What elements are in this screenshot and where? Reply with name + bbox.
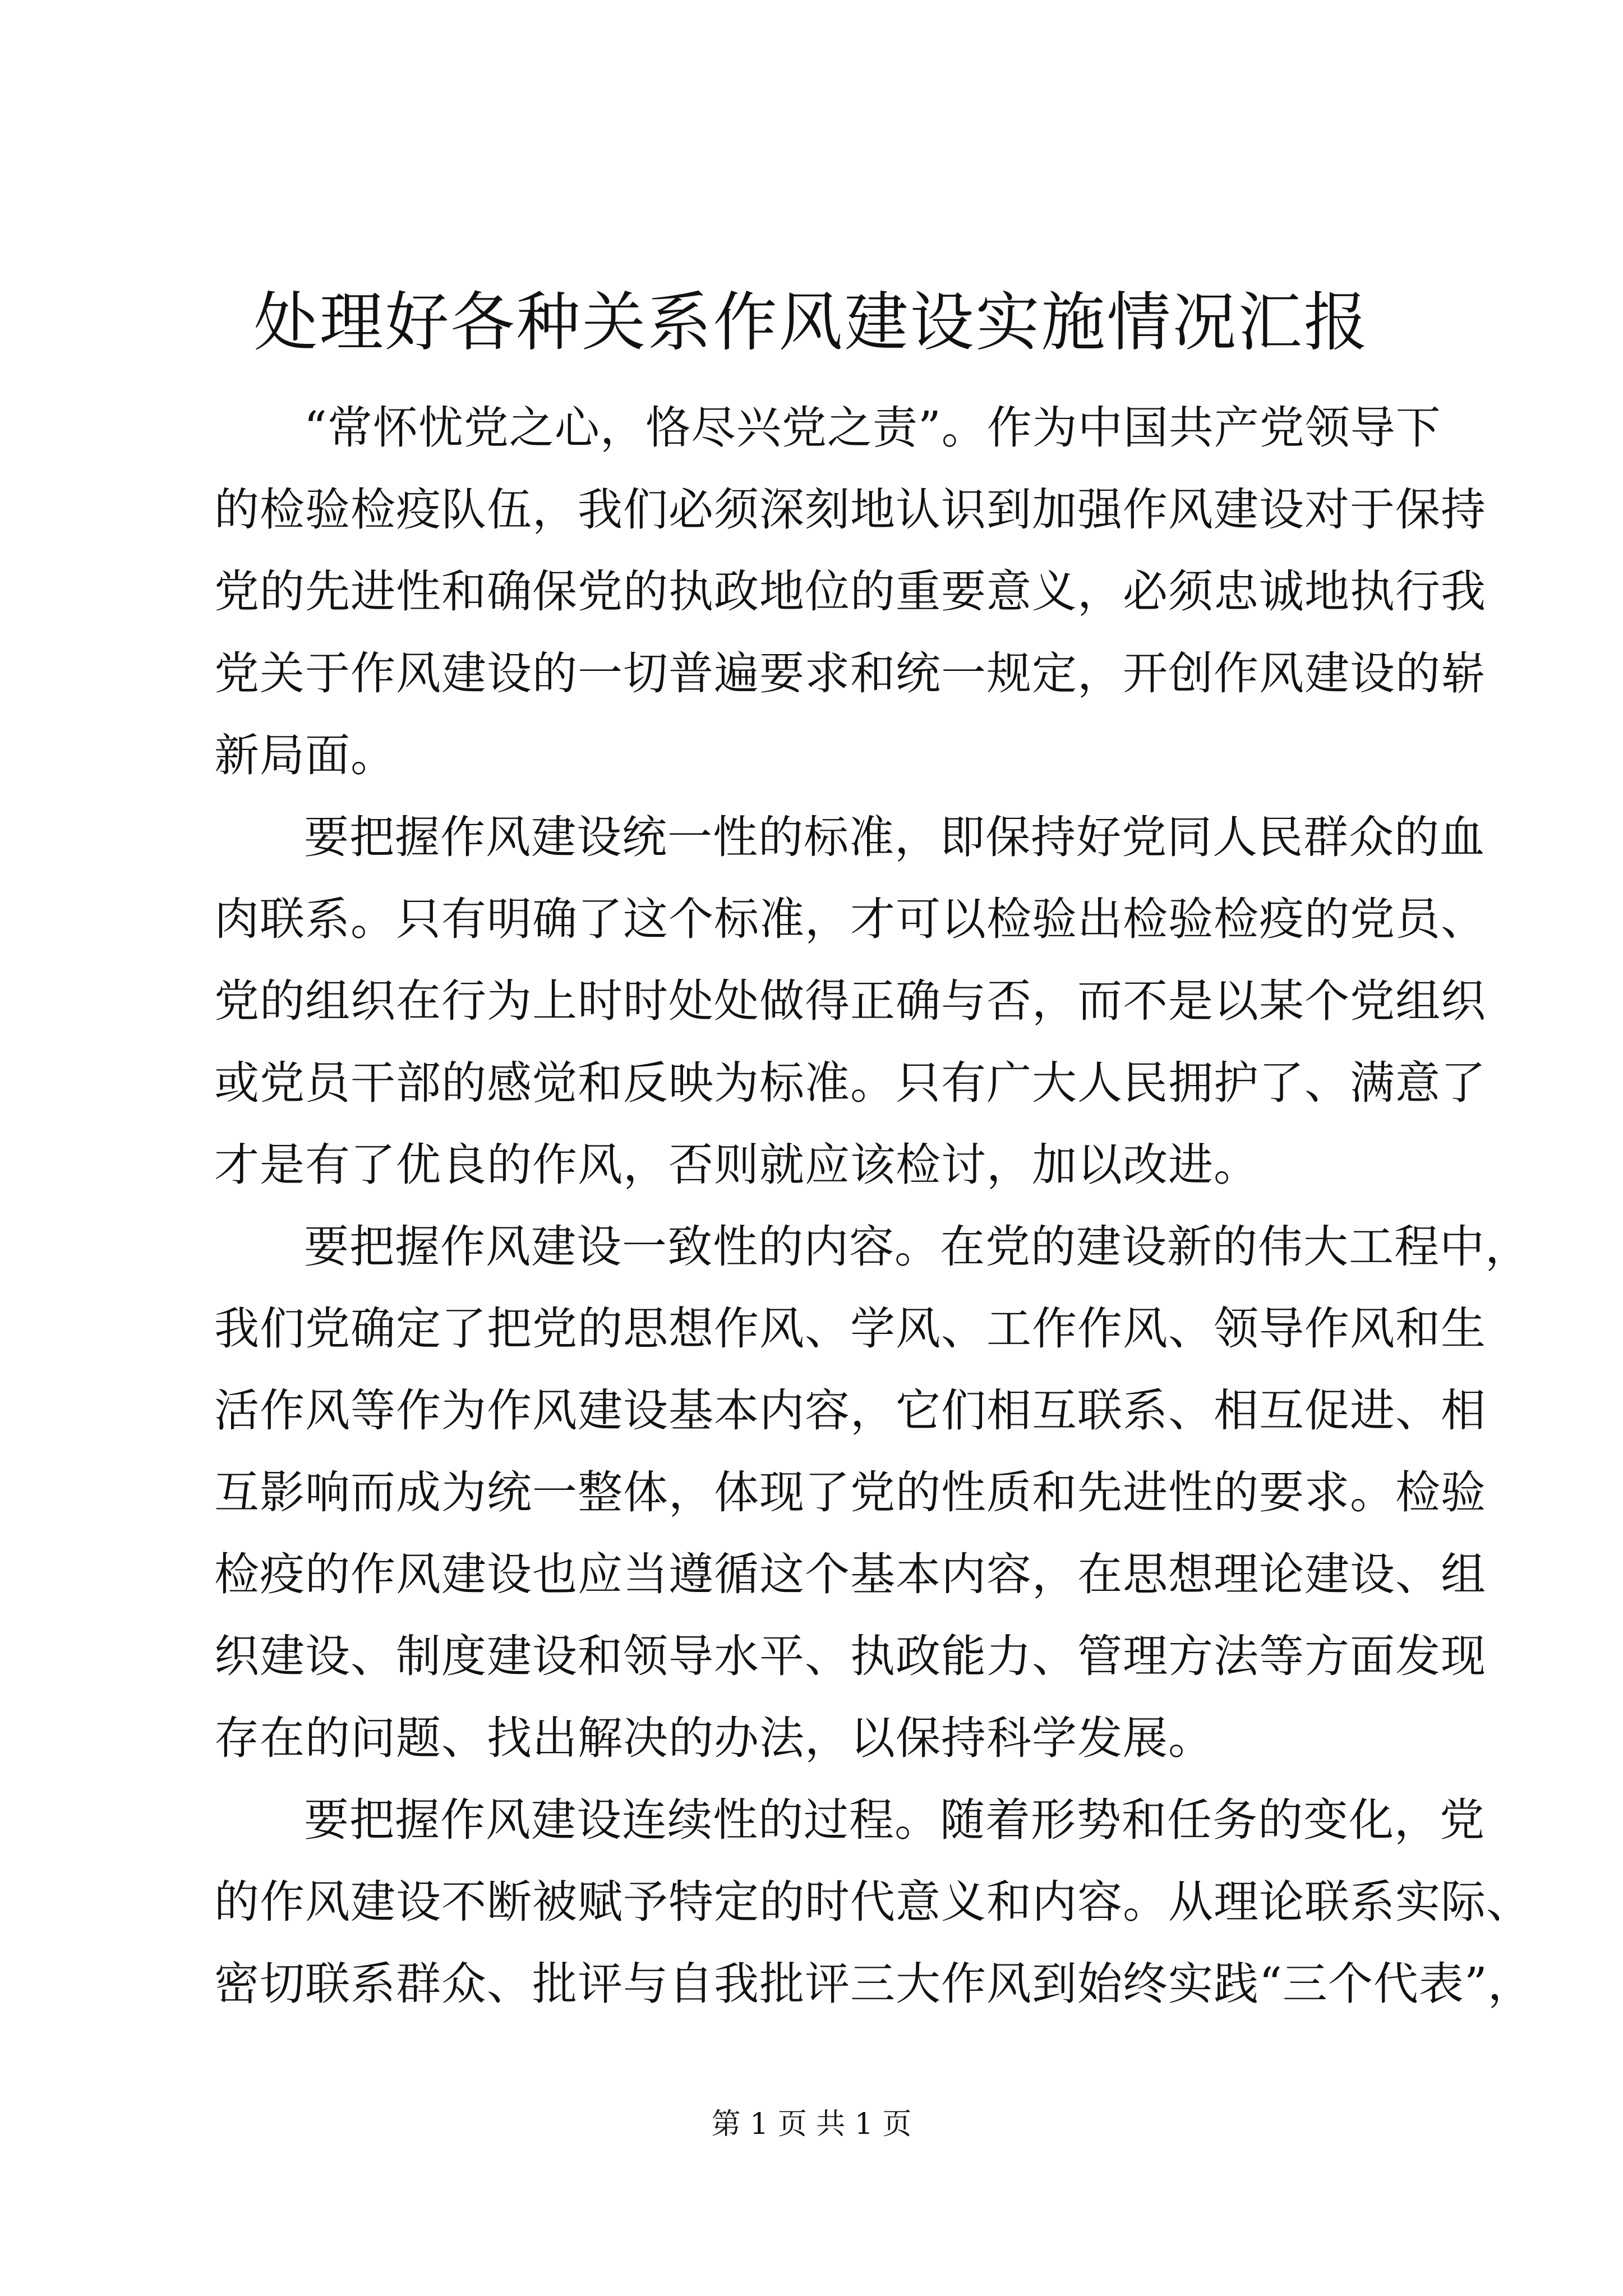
text-line: 才是有了优良的作风，否则就应该检讨，加以改进。 — [214, 1139, 1259, 1191]
text-line: 检疫的作风建设也应当遵循这个基本内容，在思想理论建设、组 — [214, 1548, 1486, 1600]
text-line: 党的组织在行为上时时处处做得正确与否，而不是以某个党组织 — [214, 975, 1486, 1027]
paragraph-4 — [214, 1779, 1533, 2025]
text-line: 的作风建设不断被赋予特定的时代意义和内容。从理论联系实际、 — [214, 1876, 1532, 1928]
text-line: “常怀忧党之心，恪尽兴党之责”。作为中国共产党领导下 — [304, 402, 1441, 454]
text-line: 要把握作风建设统一性的标准，即保持好党同人民群众的血 — [304, 811, 1485, 863]
text-line: 党关于作风建设的一切普遍要求和统一规定，开创作风建设的崭 — [214, 647, 1486, 700]
page-footer: 第 1 页 共 1 页 — [711, 2108, 912, 2141]
paragraph-2 — [214, 797, 1486, 1206]
document-body — [214, 387, 1533, 2025]
text-line: 的检验检疫队伍，我们必须深刻地认识到加强作风建设对于保持 — [214, 484, 1486, 536]
text-line: 我们党确定了把党的思想作风、学风、工作作风、领导作风和生 — [214, 1303, 1486, 1355]
text-line: 新局面。 — [214, 729, 396, 781]
text-line: 密切联系群众、批评与自我批评三大作风到始终实践“三个代表”， — [214, 1958, 1533, 2010]
paragraph-1 — [214, 387, 1486, 797]
text-line: 互影响而成为统一整体，体现了党的性质和先进性的要求。检验 — [214, 1466, 1486, 1519]
text-line: 要把握作风建设连续性的过程。随着形势和任务的变化，党 — [304, 1794, 1485, 1846]
text-line: 织建设、制度建设和领导水平、执政能力、管理方法等方面发现 — [214, 1630, 1486, 1682]
text-line: 党的先进性和确保党的执政地位的重要意义，必须忠诚地执行我 — [214, 565, 1486, 618]
text-line: 存在的问题、找出解决的办法，以保持科学发展。 — [214, 1712, 1214, 1764]
text-line: 或党员干部的感觉和反映为标准。只有广大人民拥护了、满意了 — [214, 1057, 1486, 1109]
text-line: 活作风等作为作风建设基本内容，它们相互联系、相互促进、相 — [214, 1384, 1486, 1437]
document-title: 处理好各种关系作风建设实施情况汇报 — [253, 285, 1370, 360]
text-line: 要把握作风建设一致性的内容。在党的建设新的伟大工程中， — [304, 1221, 1530, 1273]
text-line: 肉联系。只有明确了这个标准，才可以检验出检验检疫的党员、 — [214, 893, 1486, 945]
paragraph-3 — [214, 1206, 1530, 1779]
